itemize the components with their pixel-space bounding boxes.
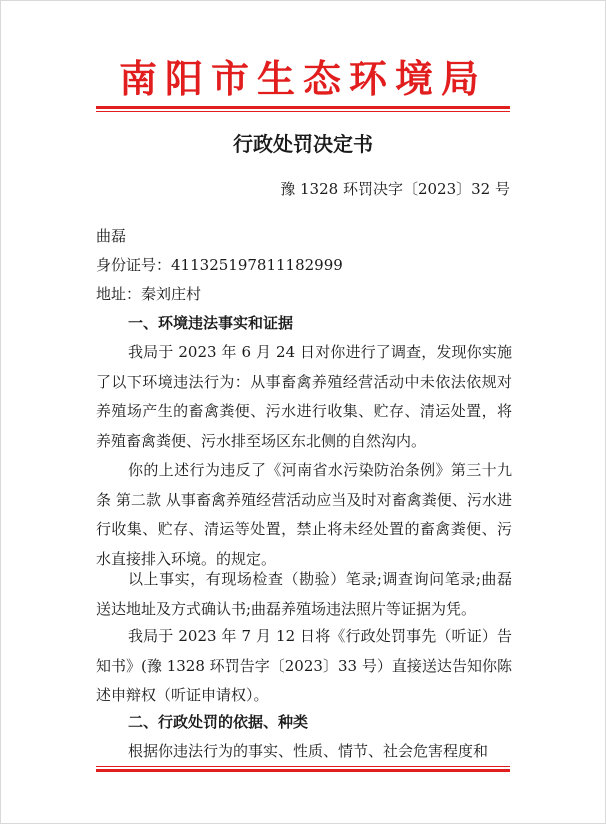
party-id-value: 411325197811182999 <box>171 256 343 274</box>
party-address-value: 秦刘庄村 <box>141 285 202 303</box>
party-id-row <box>96 251 516 280</box>
paragraph-violation: 你的上述行为违反了《河南省水污染防治条例》第三十九条 第二款 从事畜禽养殖经营活动应当及时对畜禽粪便、污水进行收集、贮存、清运等处置，禁止将未经处置的畜禽粪便、污水直接排入环境。的规定。 <box>96 461 512 568</box>
footer-rule-thick <box>96 769 510 772</box>
letterhead-rule-thin <box>96 111 510 112</box>
section-heading-facts: 一、环境违法事实和证据 <box>128 314 294 332</box>
document-number: 豫 1328 环罚决字〔2023〕32 号 <box>280 180 510 198</box>
letterhead-rule-thick <box>96 106 510 109</box>
party-name: 曲磊 <box>96 227 127 245</box>
footer-rule-thin <box>96 766 510 767</box>
paragraph-evidence: 以上事实，有现场检查（勘验）笔录;调查询问笔录;曲磊送达地址及方式确认书;曲磊养殖场违法照片等证据为凭。 <box>96 570 512 618</box>
party-address-row <box>96 280 516 309</box>
paragraph-notification: 我局于 2023 年 7 月 12 日将《行政处罚事先（听证）告知书》(豫 1328 环罚告字〔2023〕33 号）直接送达告知你陈述申辩权（听证申请权）。 <box>96 627 512 704</box>
party-address-label: 地址： <box>96 285 142 303</box>
agency-letterhead: 南阳市生态环境局 <box>118 56 487 101</box>
paragraph-investigation: 我局于 2023 年 6 月 24 日对你进行了调查，发现你实施了以下环境违法行为：从事畜禽养殖经营活动中未依法依规对养殖场产生的畜禽粪便、污水进行收集、贮存、清运处置，将养殖畜禽粪便、污水排至场区东北侧的自然沟内。 <box>96 343 512 450</box>
section-heading-basis: 二、行政处罚的依据、种类 <box>128 713 309 731</box>
paragraph-basis: 根据你违法行为的事实、性质、情节、社会危害程度和 <box>128 742 489 760</box>
party-id-label: 身份证号： <box>96 256 172 274</box>
document-title: 行政处罚决定书 <box>233 132 373 156</box>
